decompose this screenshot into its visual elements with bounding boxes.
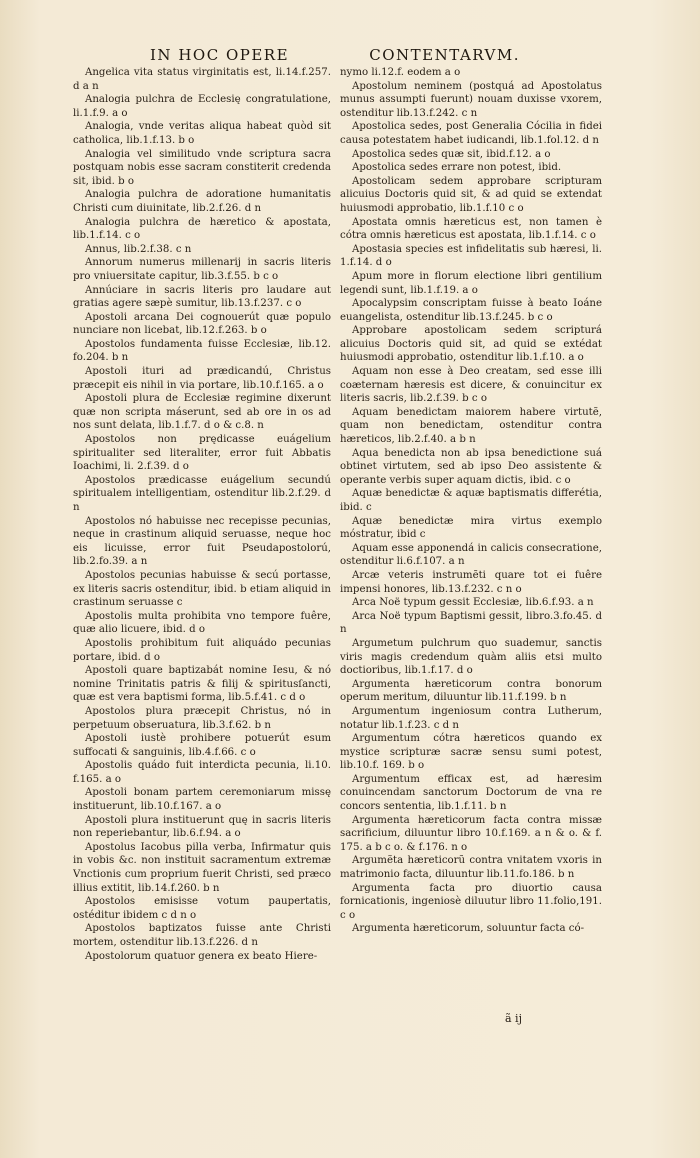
index-entry: Analogia pulchra de Ecclesię congratulatione, li.1.f.9. a o	[73, 94, 331, 119]
index-entry: Apostolorum quatuor genera ex beato Hiere-	[85, 950, 318, 962]
index-entry: Apostata omnis hæreticus est, non tamen è cótra omnis hæreticus est apostata, lib.1.f.14. c o	[340, 216, 602, 242]
running-header	[150, 46, 520, 64]
header-left: IN HOC OPERE	[150, 46, 290, 64]
index-entry: Aquam non esse à Deo creatam, sed esse illi coæternam hæresis est dicere, & conuincitur ex literis sacris, lib.2.f.39. b c o	[340, 366, 602, 405]
index-entry: Apum more in florum electione libri gentilium legendi sunt, lib.1.f.19. a o	[340, 270, 602, 296]
index-entry: Apostolos baptizatos fuisse ante Christi mortem, ostenditur lib.13.f.226. d n	[73, 923, 331, 948]
index-entry: Apostolis multa prohibita vno tempore fuêre, quæ alio licuere, ibid. d o	[73, 610, 331, 636]
index-entry: Apostasia species est infidelitatis sub hæresi, li. 1.f.14. d o	[340, 243, 602, 269]
index-entry: Apostolos nó habuisse nec recepisse pecunias, neque in crastinum aliquid seruasse, neque hoc eis licuisse, error fuit Pseudapostolorú, lib.2.fo.39. a n	[73, 515, 331, 568]
index-column-left	[73, 66, 331, 1006]
index-entry: Argumentum ingeniosum contra Lutherum, notatur lib.1.f.23. c d n	[340, 705, 602, 731]
index-entry: Apostolus Iacobus pilla verba, Infirmatur quis in vobis &c. non instituit sacramentum extremæ Vnctionis cum proprium fuerit Christi, sed præco illius extitit, lib.14.f.260. b n	[73, 841, 331, 894]
index-entry: Argumẽta hæreticorũ contra vnitatem vxoris in matrimonio facta, diluuntur lib.11.fo.186. b n	[340, 855, 602, 881]
index-entry: Apostolos prædicasse euágelium secundú spiritualem intelligentiam, ostenditur lib.2.f.29. d n	[73, 474, 331, 513]
index-entry: Arca Noë typum gessit Ecclesiæ, lib.6.f.93. a n	[352, 597, 594, 609]
index-entry: Argumenta facta pro diuortio causa fornicationis, ingeniosè diluutur libro 11.folio,191. c o	[340, 882, 602, 921]
index-entry: Apostolica sedes, post Generalia Cócilia in fidei causa potestatem habet iudicandi, lib.1.fol.12. d n	[340, 121, 602, 146]
index-entry: Argumenta hæreticorum, soluuntur facta có-	[352, 923, 585, 935]
index-entry: Argumenta hæreticorum contra bonorum operum meritum, diluuntur lib.11.f.199. b n	[340, 678, 602, 704]
index-entry: Apostolica sedes errare non potest, ibid.	[352, 162, 562, 174]
index-entry: Aquam benedictam maiorem habere virtutẽ, quam non benedictam, ostenditur contra hæreticos, lib.2.f.40. a b n	[340, 406, 602, 446]
index-entry: Analogia, vnde veritas aliqua habeat quòd sit catholica, lib.1.f.13. b o	[73, 121, 331, 146]
index-entry: Arcæ veteris instrumẽti quare tot ei fuêre impensi honores, lib.13.f.232. c n o	[340, 569, 602, 595]
index-entry: Aquæ benedictæ mira virtus exemplo móstratur, ibid c	[340, 515, 602, 541]
index-entry: Apostolis prohibitum fuit aliquádo pecunias portare, ibid. d o	[73, 637, 331, 663]
index-entry: Analogia pulchra de adoratione humanitatis Christi cum diuinitate, lib.2.f.26. d n	[73, 189, 331, 214]
index-entry: Argumenta hæreticorum facta contra missæ sacrificium, diluuntur libro 10.f.169. a n & o. & f. 175. a b c o. & f.176. n o	[340, 814, 602, 853]
index-entry: Apostoli arcana Dei cognouerút quæ populo nunciare non licebat, lib.12.f.263. b o	[73, 311, 331, 337]
index-entry: Analogia vel similitudo vnde scriptura sacra postquam nobis esse sacram constiterit credenda sit, ibid. b o	[73, 148, 331, 187]
index-entry: Apostolos fundamenta fuisse Ecclesiæ, lib.12. fo.204. b n	[73, 338, 331, 364]
index-entry: Annorum numerus millenarij in sacris literis pro vniuersitate capitur, lib.3.f.55. b c o	[73, 257, 331, 282]
index-entry-continued: nymo li.12.f. eodem a o	[340, 67, 461, 78]
index-entry: Apostoli ituri ad prædicandú, Christus præcepit eis nihil in via portare, lib.10.f.165. a o	[73, 366, 331, 391]
index-entry: Apostolicam sedem approbare scripturam alicuius Doctoris quid sit, & ad quid se extendat huiusmodi approbatio, lib.1.f.10 c o	[340, 175, 602, 214]
index-entry: Apostolos non prędicasse euágelium spiritualiter sed literaliter, error fuit Abbatis Ioachimi, li. 2.f.39. d o	[73, 434, 331, 473]
index-entry: Apostolos pecunias habuisse & secú portasse, ex literis sacris ostenditur, ibid. b etiam aliquid in crastinum seruasse c	[73, 569, 331, 609]
index-entry: Apostolica sedes quæ sit, ibid.f.12. a o	[352, 148, 551, 160]
index-entry: Annúciare in sacris literis pro laudare aut gratias agere sæpè sumitur, lib.13.f.237. c o	[73, 284, 331, 310]
index-entry: Apostolos emisisse votum paupertatis, ostéditur ibidem c d n o	[73, 896, 331, 921]
index-entry: Apostolum neminem (postquá ad Apostolatus munus assumpti fuerunt) nouam duxisse vxorem, ostenditur lib.13.f.242. c n	[340, 80, 602, 119]
index-entry: Apostoli bonam partem ceremoniarum missę instituerunt, lib.10.f.167. a o	[73, 787, 331, 813]
index-entry: Argumentum efficax est, ad hæresim conuincendam sanctorum Doctorum de vna re concors sententia, lib.1.f.11. b n	[340, 773, 602, 813]
index-entry: Apostoli plura instituerunt quę in sacris literis non reperiebantur, lib.6.f.94. a o	[73, 814, 331, 840]
index-entry: Argumentum cótra hæreticos quando ex mystice scripturæ sacræ sensu sumi potest, lib.10.f. 169. b o	[340, 733, 602, 772]
index-entry: Apostolis quádo fuit interdicta pecunia, li.10. f.165. a o	[73, 760, 331, 785]
index-entry: Apostoli plura de Ecclesiæ regimine dixerunt quæ non scripta máserunt, sed ab ore in os ad nos sunt delata, lib.1.f.7. d o & c.8. n	[73, 393, 331, 432]
header-right: CONTENTARVM.	[369, 46, 520, 64]
index-entry: Arca Noë typum Baptismi gessit, libro.3.fo.45. d n	[340, 610, 602, 636]
index-entry: Apostoli quare baptizabát nomine Iesu, & nó nomine Trinitatis patris & filij & spiritusſancti, quæ est vera baptismi forma, lib.5.f.41. c d o	[73, 665, 331, 704]
index-entry: Aquam esse apponendá in calicis consecratione, ostenditur li.6.f.107. a n	[340, 542, 602, 568]
index-entry: Apocalypsim conscriptam fuisse à beato Ioáne euangelista, ostenditur lib.13.f.245. b c o	[340, 298, 602, 323]
index-entry: Approbare apostolicam sedem scripturá alicuius Doctoris quid sit, ad quid se extédat huiusmodi approbatio, ostenditur lib.1.f.10. a o	[340, 325, 602, 364]
index-column-right	[340, 66, 602, 1018]
index-entry: Aqua benedicta non ab ipsa benedictione suá obtinet virtutem, sed ab ipso Deo assistente & operante verbis super aquam dictis, ibid. c o	[340, 447, 602, 486]
index-entry: Annus, lib.2.f.38. c n	[85, 243, 192, 255]
index-entry: Apostolos plura præcepit Christus, nó in perpetuum obseruatura, lib.3.f.62. b n	[73, 705, 331, 731]
signature-mark: ã ij	[505, 1012, 522, 1025]
index-entry: Apostoli iustè prohibere potuerút esum suffocati & sanguinis, lib.4.f.66. c o	[73, 733, 331, 758]
index-entry: Analogia pulchra de hæretico & apostata, lib.1.f.14. c o	[73, 216, 331, 242]
index-entry: Angelica vita status virginitatis est, li.14.f.257. d a n	[73, 67, 331, 92]
index-entry: Argumetum pulchrum quo suademur, sanctis viris magis credendum quàm aliis etsi multo doctioribus, lib.1.f.17. d o	[340, 637, 602, 677]
index-entry: Aquæ benedictæ & aquæ baptismatis differétia, ibid. c	[340, 488, 602, 513]
